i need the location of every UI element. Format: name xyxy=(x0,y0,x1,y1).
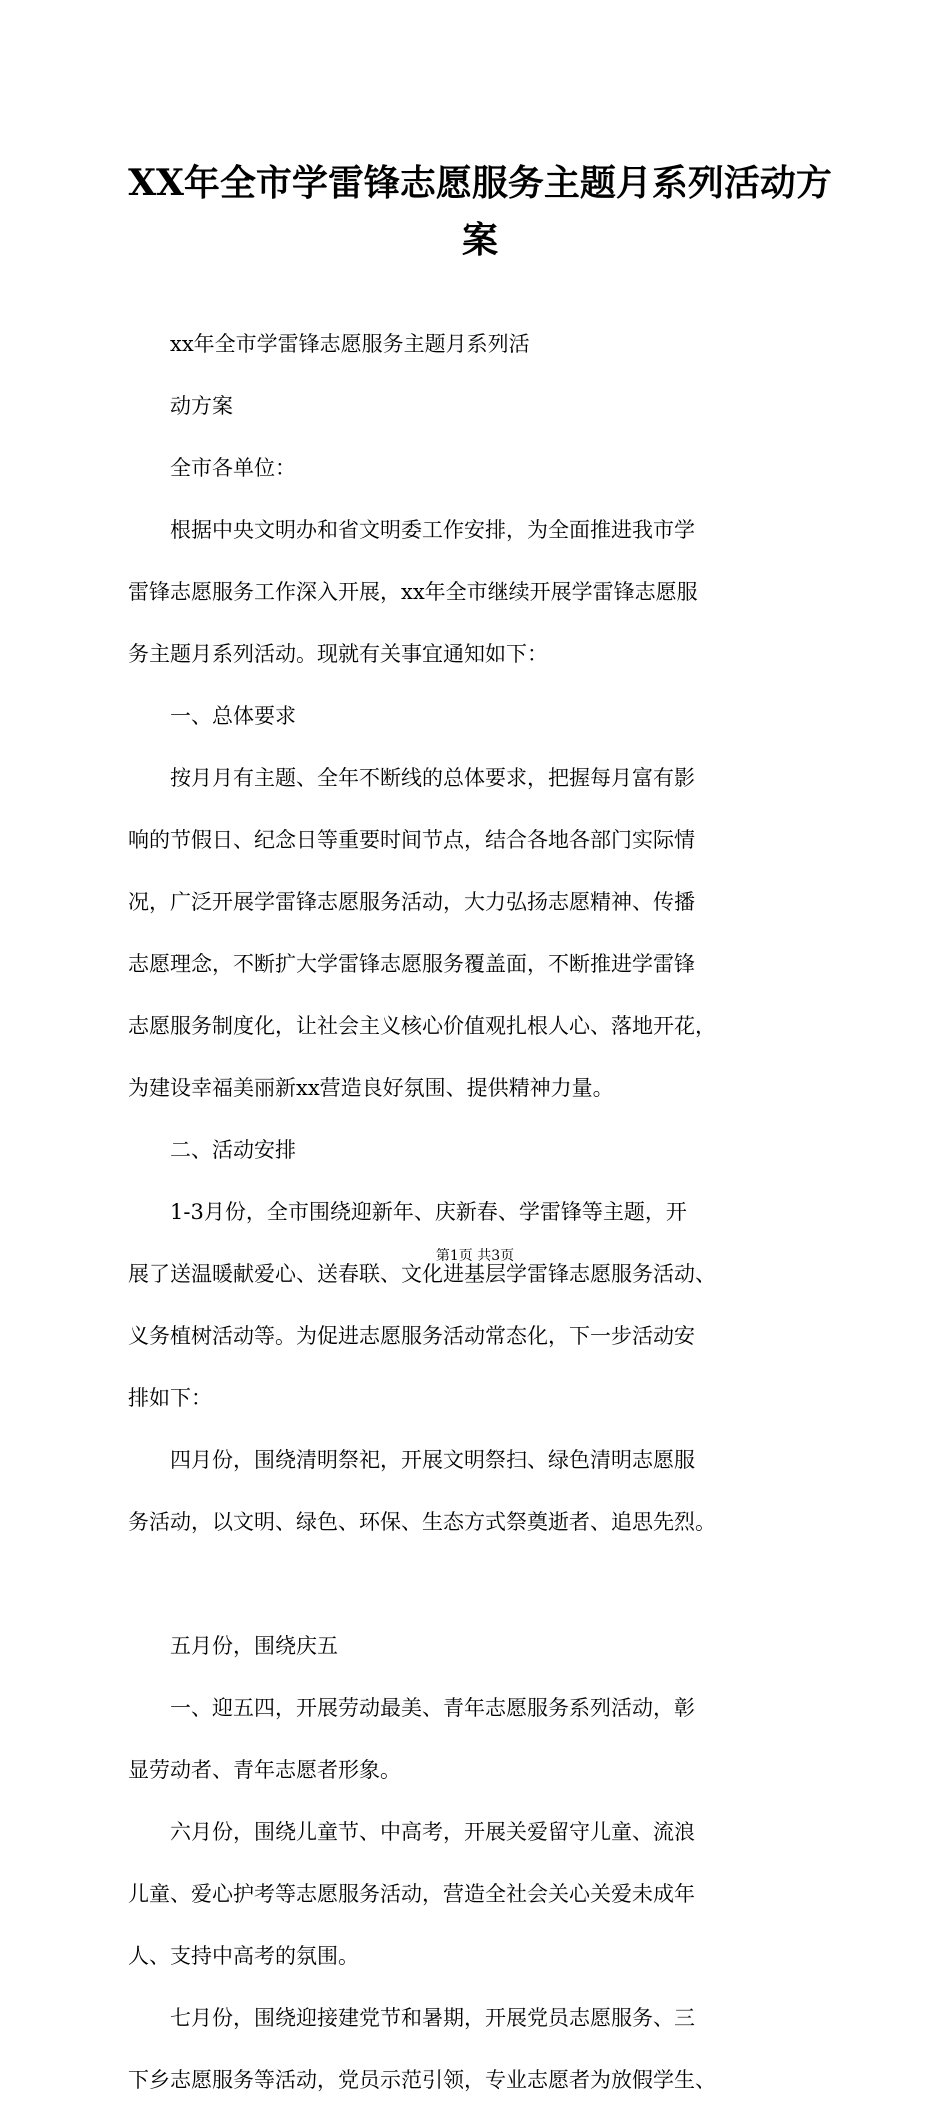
body-line: 排如下： xyxy=(128,1386,212,1410)
body-line: 五月份，围绕庆五 xyxy=(128,1634,338,1658)
body-line: 志愿理念，不断扩大学雷锋志愿服务覆盖面，不断推进学雷锋 xyxy=(128,952,695,976)
body-line: 按月月有主题、全年不断线的总体要求，把握每月富有影 xyxy=(128,766,695,790)
body-line: 六月份，围绕儿童节、中高考，开展关爱留守儿童、流浪 xyxy=(128,1820,695,1844)
body-line: 务主题月系列活动。现就有关事宜通知如下： xyxy=(128,642,548,666)
body-line: 儿童、爱心护考等志愿服务活动，营造全社会关心关爱未成年 xyxy=(128,1882,695,1906)
body-line: 二、活动安排 xyxy=(128,1138,296,1162)
body-line: 根据中央文明办和省文明委工作安排，为全面推进我市学 xyxy=(128,518,695,542)
body-line: 一、迎五四，开展劳动最美、青年志愿服务系列活动，彰 xyxy=(128,1696,695,1720)
body-line: 志愿服务制度化，让社会主义核心价值观扎根人心、落地开花， xyxy=(128,1014,716,1038)
body-line: xx年全市学雷锋志愿服务主题月系列活 xyxy=(128,332,530,356)
body-line: 四月份，围绕清明祭祀，开展文明祭扫、绿色清明志愿服 xyxy=(128,1448,695,1472)
document-title-line-2: 案 xyxy=(461,219,498,261)
body-line: 动方案 xyxy=(128,394,233,418)
body-line: 七月份，围绕迎接建党节和暑期，开展党员志愿服务、三 xyxy=(128,2006,695,2030)
body-line: 义务植树活动等。为促进志愿服务活动常态化，下一步活动安 xyxy=(128,1324,695,1348)
body-line: 务活动，以文明、绿色、环保、生态方式祭奠逝者、追思先烈。 xyxy=(128,1510,716,1534)
body-line: 为建设幸福美丽新xx营造良好氛围、提供精神力量。 xyxy=(128,1076,614,1100)
body-line: 全市各单位： xyxy=(128,456,296,480)
body-line: 下乡志愿服务等活动，党员示范引领，专业志愿者为放假学生、 xyxy=(128,2068,716,2092)
body-line: 响的节假日、纪念日等重要时间节点，结合各地各部门实际情 xyxy=(128,828,695,852)
document-body xyxy=(128,298,850,2127)
body-line: 雷锋志愿服务工作深入开展，xx年全市继续开展学雷锋志愿服 xyxy=(128,580,698,604)
body-line: 况，广泛开展学雷锋志愿服务活动，大力弘扬志愿精神、传播 xyxy=(128,890,695,914)
body-line-blank xyxy=(128,1569,850,1600)
body-line: 显劳动者、青年志愿者形象。 xyxy=(128,1758,401,1782)
page-footer: 第1页 共3页 xyxy=(435,1248,515,1264)
body-line: 1-3月份，全市围绕迎新年、庆新春、学雷锋等主题，开 xyxy=(128,1200,687,1224)
document-title-line-1: XX年全市学雷锋志愿服务主题月系列活动方 xyxy=(128,162,832,204)
body-line: 一、总体要求 xyxy=(128,704,296,728)
body-line: 展了送温暖献爱心、送春联、文化进基层学雷锋志愿服务活动、 xyxy=(128,1262,716,1286)
body-line: 人、支持中高考的氛围。 xyxy=(128,1944,359,1968)
